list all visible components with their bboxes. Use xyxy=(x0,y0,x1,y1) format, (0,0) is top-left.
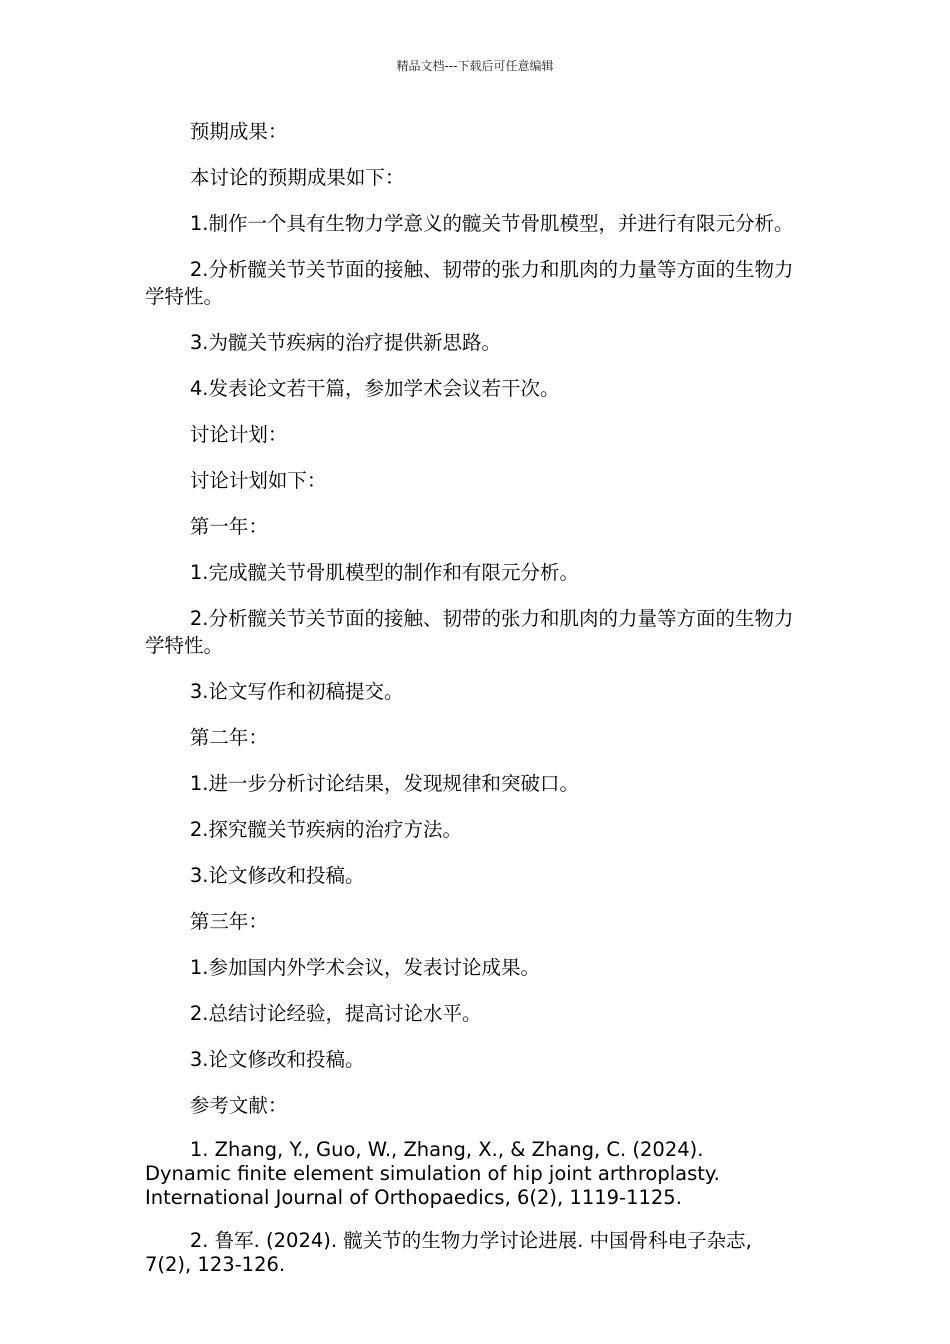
list-item: 3.论文修改和投稿。 xyxy=(189,864,365,887)
section-heading-expected-results: 预期成果： xyxy=(189,120,288,143)
list-item: 2.分析髋关节关节面的接触、韧带的张力和肌肉的力量等方面的生物力学特性。 xyxy=(145,607,794,657)
reference-item: 1. Zhang, Y., Guo, W., Zhang, X., & Zhang, C. (2024). Dynamic finite element simulation of hip joint arthroplasty. International Journal of Orthopaedics, 6(2), 1119-1125. xyxy=(145,1138,720,1209)
section-heading-references: 参考文献： xyxy=(189,1094,288,1117)
list-item: 2.总结讨论经验，提高讨论水平。 xyxy=(189,1002,482,1025)
list-item: 1.完成髋关节骨肌模型的制作和有限元分析。 xyxy=(189,561,579,584)
reference-item: 2. 鲁军. (2024). 髋关节的生物力学讨论进展. 中国骨科电子杂志, 7(2), 123-126. xyxy=(145,1229,752,1276)
section-heading-research-plan: 讨论计划： xyxy=(189,423,288,446)
paragraph: 本讨论的预期成果如下： xyxy=(189,166,405,189)
paragraph: 讨论计划如下： xyxy=(189,469,327,492)
subheading-year-one: 第一年： xyxy=(189,515,268,538)
list-item: 1.参加国内外学术会议，发表讨论成果。 xyxy=(189,956,540,979)
list-item: 3.论文修改和投稿。 xyxy=(189,1048,365,1071)
list-item: 3.论文写作和初稿提交。 xyxy=(189,680,404,703)
list-item: 3.为髋关节疾病的治疗提供新思路。 xyxy=(189,331,501,354)
list-item: 1.制作一个具有生物力学意义的髋关节骨肌模型，并进行有限元分析。 xyxy=(189,212,794,235)
list-item: 1.进一步分析讨论结果，发现规律和突破口。 xyxy=(189,772,579,795)
list-item: 2.探究髋关节疾病的治疗方法。 xyxy=(189,818,462,841)
subheading-year-three: 第三年： xyxy=(189,910,268,933)
page-header: 精品文档---下载后可任意编辑 xyxy=(396,59,554,73)
document-body xyxy=(145,118,795,1296)
list-item: 4.发表论文若干篇，参加学术会议若干次。 xyxy=(189,377,560,400)
list-item: 2.分析髋关节关节面的接触、韧带的张力和肌肉的力量等方面的生物力学特性。 xyxy=(145,258,794,308)
subheading-year-two: 第二年： xyxy=(189,726,268,749)
